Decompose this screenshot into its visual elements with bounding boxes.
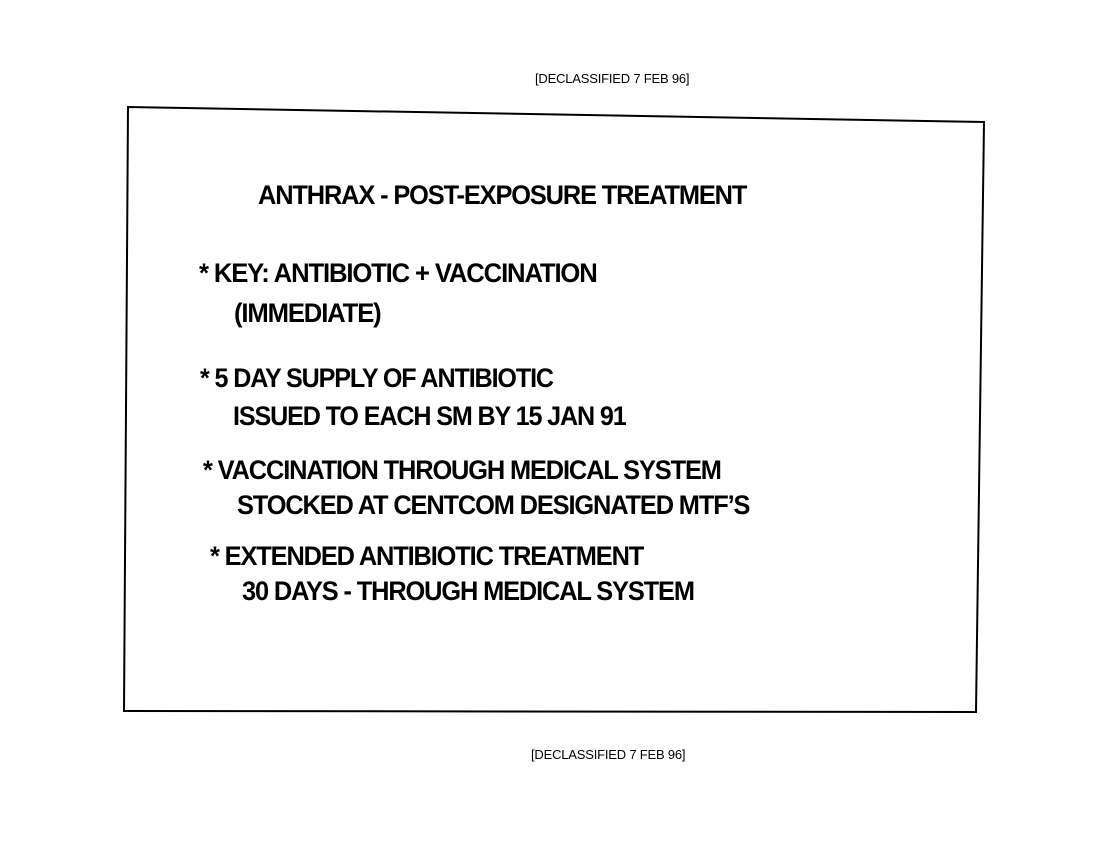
bullet-supply-line1: * 5 DAY SUPPLY OF ANTIBIOTIC xyxy=(200,363,553,393)
slide-title: ANTHRAX - POST-EXPOSURE TREATMENT xyxy=(258,180,747,210)
bullet-vaccination-line2: STOCKED AT CENTCOM DESIGNATED MTF’S xyxy=(237,490,750,520)
bullet-extended-line2: 30 DAYS - THROUGH MEDICAL SYSTEM xyxy=(242,576,694,606)
bullet-supply-line2: ISSUED TO EACH SM BY 15 JAN 91 xyxy=(233,401,626,431)
bullet-key-line2: (IMMEDIATE) xyxy=(234,298,381,328)
bullet-key-line1: * KEY: ANTIBIOTIC + VACCINATION xyxy=(199,258,597,288)
bullet-vaccination-line1: * VACCINATION THROUGH MEDICAL SYSTEM xyxy=(203,455,721,485)
declassified-stamp-bottom: [DECLASSIFIED 7 FEB 96] xyxy=(531,747,686,762)
declassified-stamp-top: [DECLASSIFIED 7 FEB 96] xyxy=(535,71,690,86)
bullet-extended-line1: * EXTENDED ANTIBIOTIC TREATMENT xyxy=(210,541,644,571)
